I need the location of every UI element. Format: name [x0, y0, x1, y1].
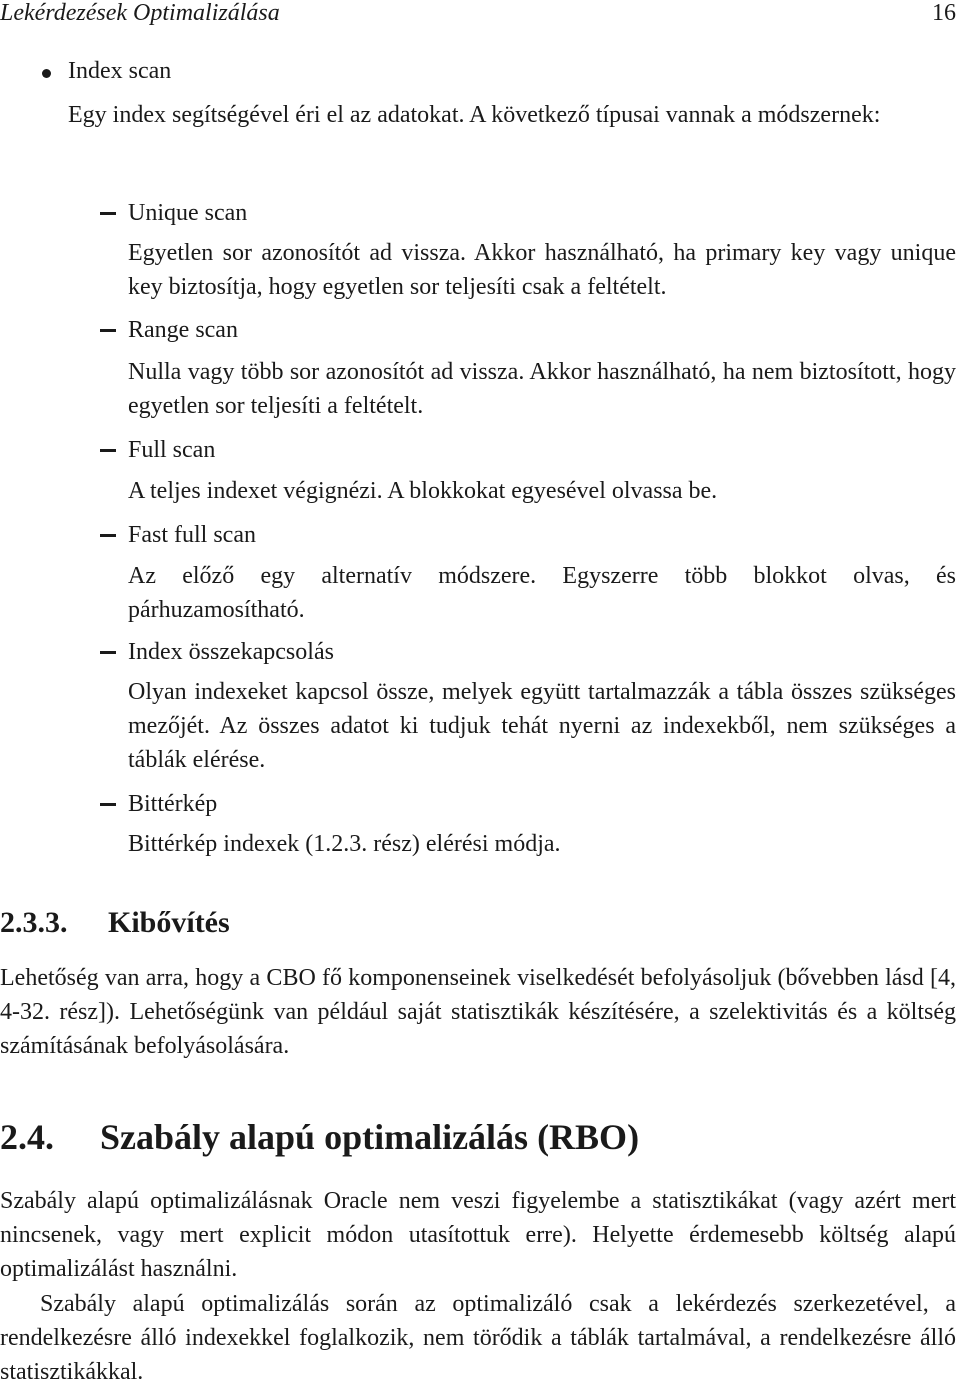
dash-icon [100, 803, 116, 806]
list-item-label: Fast full scan [128, 522, 256, 548]
dash-icon [100, 449, 116, 452]
bullet-description: Egy index segítségével éri el az adatokat. A következő típusai vannak a módszernek: [68, 102, 881, 128]
list-item-description: Egyetlen sor azonosítót ad vissza. Akkor használható, ha primary key vagy unique key biztosítja, hogy egyetlen sor teljesíti csak a feltételt. [128, 240, 956, 300]
dash-icon [100, 651, 116, 654]
list-item-label: Unique scan [128, 200, 248, 226]
dash-icon [100, 534, 116, 537]
section-heading-2-4 [0, 1114, 639, 1160]
list-item-description: Olyan indexeket kapcsol össze, melyek együtt tartalmazzák a tábla összes szükséges mezőjét. Az összes adatot ki tudjuk tehát nyerni az indexekből, nem szükséges a táblák elérése. [128, 679, 956, 773]
section-2-4-paragraph-2: Szabály alapú optimalizálás során az optimalizáló csak a lekérdezés szerkezetével, a rendelkezésre álló indexekkel foglalkozik, nem törődik a táblák tartalmával, a rendelkezésre álló statisztikákkal. [0, 1291, 956, 1385]
section-title: Kibővítés [108, 906, 230, 939]
list-item-label: Full scan [128, 437, 216, 463]
section-2-4-paragraph-1: Szabály alapú optimalizálásnak Oracle nem veszi figyelembe a statisztikákat (vagy azért mert nincsenek, vagy mert explicit módon utasítottuk erre). Helyette érdemesebb költség alapú optimalizálást használni. [0, 1188, 956, 1282]
dash-icon [100, 329, 116, 332]
page-number: 16 [932, 0, 956, 26]
section-heading-2-3-3 [0, 903, 230, 943]
list-item-label: Bittérkép [128, 791, 218, 817]
section-number: 2.4. [0, 1117, 54, 1157]
list-item-description: Az előző egy alternatív módszere. Egyszerre több blokkot olvas, és párhuzamosítható. [128, 563, 956, 623]
list-item-label: Range scan [128, 317, 238, 343]
section-title: Szabály alapú optimalizálás (RBO) [100, 1117, 640, 1157]
header-title: Lekérdezések Optimalizálása [0, 0, 280, 26]
bullet-label: Index scan [68, 58, 172, 84]
dash-icon [100, 212, 116, 215]
section-2-3-3-body: Lehetőség van arra, hogy a CBO fő komponenseinek viselkedését befolyásoljuk (bővebben lásd [4, 4-32. rész]). Lehetőségünk van például saját statisztikák készítésére, a szelektivitás és a költség számításának befolyásolására. [0, 965, 956, 1059]
list-item-description: Bittérkép indexek (1.2.3. rész) elérési módja. [128, 831, 561, 857]
section-number: 2.3.3. [0, 906, 68, 939]
running-header [0, 0, 960, 30]
list-item-label: Index összekapcsolás [128, 639, 334, 665]
list-item-description: A teljes indexet végignézi. A blokkokat egyesével olvassa be. [128, 478, 718, 504]
list-item-description: Nulla vagy több sor azonosítót ad vissza. Akkor használható, ha nem biztosított, hogy egyetlen sor teljesíti a feltételt. [128, 359, 956, 419]
bullet-icon [42, 69, 51, 78]
